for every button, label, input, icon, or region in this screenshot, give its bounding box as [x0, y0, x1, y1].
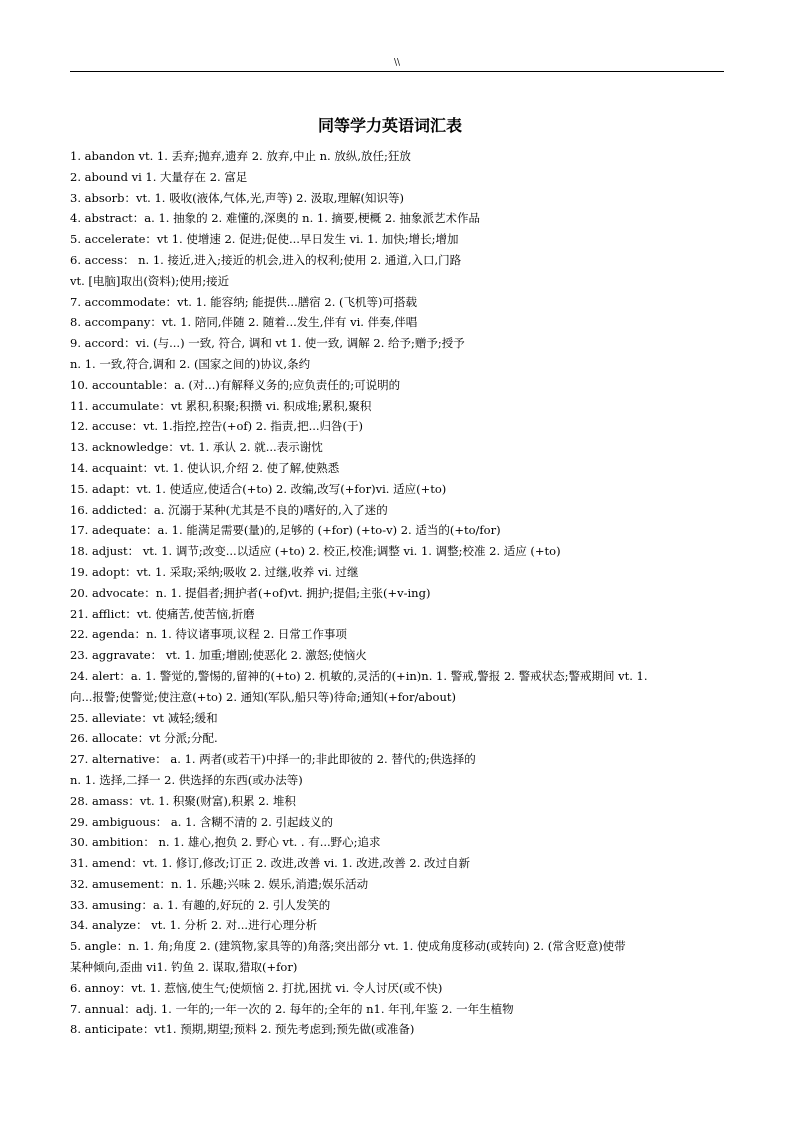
- vocabulary-entry-line: 8. accompany：vt. 1. 陪同,伴随 2. 随着...发生,伴有 vi. 伴奏,伴唱: [70, 315, 418, 330]
- vocabulary-list: [70, 146, 725, 1040]
- vocabulary-entry-line: 7. annual：adj. 1. 一年的;一年一次的 2. 每年的;全年的 n1. 年刊,年鉴 2. 一年生植物: [70, 1001, 514, 1016]
- vocabulary-entry-line: 13. acknowledge：vt. 1. 承认 2. 就...表示谢忱: [70, 440, 323, 455]
- vocabulary-entry-line: 1. abandon vt. 1. 丢弃;抛弃,遗弃 2. 放弃,中止 n. 放纵,放任;狂放: [70, 149, 411, 163]
- vocabulary-entry-line: 7. accommodate：vt. 1. 能容纳; 能提供...膳宿 2. (飞机等)可搭载: [70, 294, 417, 309]
- vocabulary-entry-line: 2. abound vi 1. 大量存在 2. 富足: [70, 169, 248, 184]
- vocabulary-entry-line: 34. analyze： vt. 1. 分析 2. 对...进行心理分析: [70, 918, 318, 933]
- vocabulary-entry-line: 15. adapt：vt. 1. 使适应,使适合(+to) 2. 改编,改写(+for)vi. 适应(+to): [70, 481, 447, 496]
- vocabulary-entry-line: 9. accord：vi. (与...) 一致, 符合, 调和 vt 1. 使一致, 调解 2. 给予;赠予;授予: [70, 336, 465, 351]
- vocabulary-entry-line: 20. advocate：n. 1. 提倡者;拥护者(+of)vt. 拥护;提倡;主张(+v-ing): [70, 585, 431, 600]
- vocabulary-entry-line: 6. access： n. 1. 接近,进入;接近的机会,进入的权利;使用 2. 通道,入口,门路: [70, 252, 462, 267]
- vocabulary-entry-line: 28. amass：vt. 1. 积聚(财富),积累 2. 堆积: [70, 793, 296, 808]
- vocabulary-entry-line: 25. alleviate：vt 减轻;缓和: [70, 710, 218, 725]
- vocabulary-entry-line: 27. alternative： a. 1. 两者(或若干)中择一的;非此即彼的 2. 替代的;供选择的: [70, 752, 476, 767]
- vocabulary-entry-line: 10. accountable：a. (对...)有解释义务的;应负责任的;可说明的: [70, 377, 401, 392]
- vocabulary-entry-line: 3. absorb：vt. 1. 吸收(液体,气体,光,声等) 2. 汲取,理解(知识等): [70, 190, 404, 205]
- vocabulary-entry-line: 29. ambiguous： a. 1. 含糊不清的 2. 引起歧义的: [70, 814, 333, 829]
- document-title: 同等学力英语词汇表: [317, 116, 462, 135]
- vocabulary-entry-line: 32. amusement：n. 1. 乐趣;兴味 2. 娱乐,消遣;娱乐活动: [70, 876, 369, 891]
- vocabulary-entry-line: 30. ambition： n. 1. 雄心,抱负 2. 野心 vt. . 有...野心;追求: [70, 835, 381, 850]
- vocabulary-entry-line: 向...报警;使警觉;使注意(+to) 2. 通知(军队,船只等)待命;通知(+for/about): [70, 689, 456, 704]
- vocabulary-entry-line: 17. adequate：a. 1. 能满足需要(量)的,足够的 (+for) (+to-v) 2. 适当的(+to/for): [70, 523, 501, 538]
- vocabulary-entry-line: 22. agenda：n. 1. 待议诸事项,议程 2. 日常工作事项: [70, 627, 347, 642]
- vocabulary-entry-line: 5. accelerate：vt 1. 使增速 2. 促进;促使...早日发生 vi. 1. 加快;增长;增加: [70, 232, 459, 247]
- header-rule: [70, 71, 724, 72]
- vocabulary-entry-line: n. 1. 选择,二择一 2. 供选择的东西(或办法等): [70, 772, 303, 787]
- vocabulary-entry-line: 31. amend：vt. 1. 修订,修改;订正 2. 改进,改善 vi. 1. 改进,改善 2. 改过自新: [70, 856, 471, 871]
- vocabulary-entry-line: 5. angle：n. 1. 角;角度 2. (建筑物,家具等的)角落;突出部分 vt. 1. 使成角度移动(或转向) 2. (常含贬意)使带: [70, 939, 626, 954]
- vocabulary-entry-line: 4. abstract：a. 1. 抽象的 2. 难懂的,深奥的 n. 1. 摘要,梗概 2. 抽象派艺术作品: [70, 211, 480, 226]
- vocabulary-entry-line: 16. addicted：a. 沉溺于某种(尤其是不良的)嗜好的,入了迷的: [70, 502, 388, 517]
- vocabulary-entry-line: 11. accumulate：vt 累积,积聚;积攒 vi. 积成堆;累积,聚积: [70, 398, 372, 413]
- vocabulary-entry-line: 6. annoy：vt. 1. 惹恼,使生气;使烦恼 2. 打扰,困扰 vi. 令人讨厌(或不快): [70, 980, 443, 995]
- vocabulary-entry-line: 21. afflict：vt. 使痛苦,使苦恼,折磨: [70, 606, 255, 621]
- vocabulary-entry-line: 26. allocate：vt 分派;分配.: [70, 731, 218, 746]
- vocabulary-entry-line: 23. aggravate： vt. 1. 加重;增剧;使恶化 2. 激怒;使恼火: [70, 648, 367, 663]
- vocabulary-entry-line: 8. anticipate：vt1. 预期,期望;预料 2. 预先考虑到;预先做(或准备): [70, 1022, 415, 1037]
- vocabulary-entry-line: 18. adjust： vt. 1. 调节;改变...以适应 (+to) 2. 校正,校准;调整 vi. 1. 调整;校准 2. 适应 (+to): [70, 544, 561, 559]
- vocabulary-entry-line: 12. accuse：vt. 1.指控,控告(+of) 2. 指责,把...归咎(于): [70, 419, 364, 434]
- page-header-mark: \\: [393, 58, 401, 68]
- vocabulary-entry-line: 14. acquaint：vt. 1. 使认识,介绍 2. 使了解,使熟悉: [70, 460, 340, 475]
- vocabulary-entry-line: 19. adopt：vt. 1. 采取;采纳;吸收 2. 过继,收养 vi. 过继: [70, 564, 359, 579]
- vocabulary-entry-line: 33. amusing：a. 1. 有趣的,好玩的 2. 引人发笑的: [70, 897, 331, 912]
- vocabulary-entry-line: 某种倾向,歪曲 vi1. 钓鱼 2. 谋取,猎取(+for): [70, 960, 298, 975]
- vocabulary-entry-line: vt. [电脑]取出(资料);使用;接近: [70, 273, 230, 288]
- vocabulary-entry-line: 24. alert：a. 1. 警觉的,警惕的,留神的(+to) 2. 机敏的,灵活的(+in)n. 1. 警戒,警报 2. 警戒状态;警戒期间 vt. 1.: [70, 668, 648, 683]
- vocabulary-entry-line: n. 1. 一致,符合,调和 2. (国家之间的)协议,条约: [70, 356, 311, 371]
